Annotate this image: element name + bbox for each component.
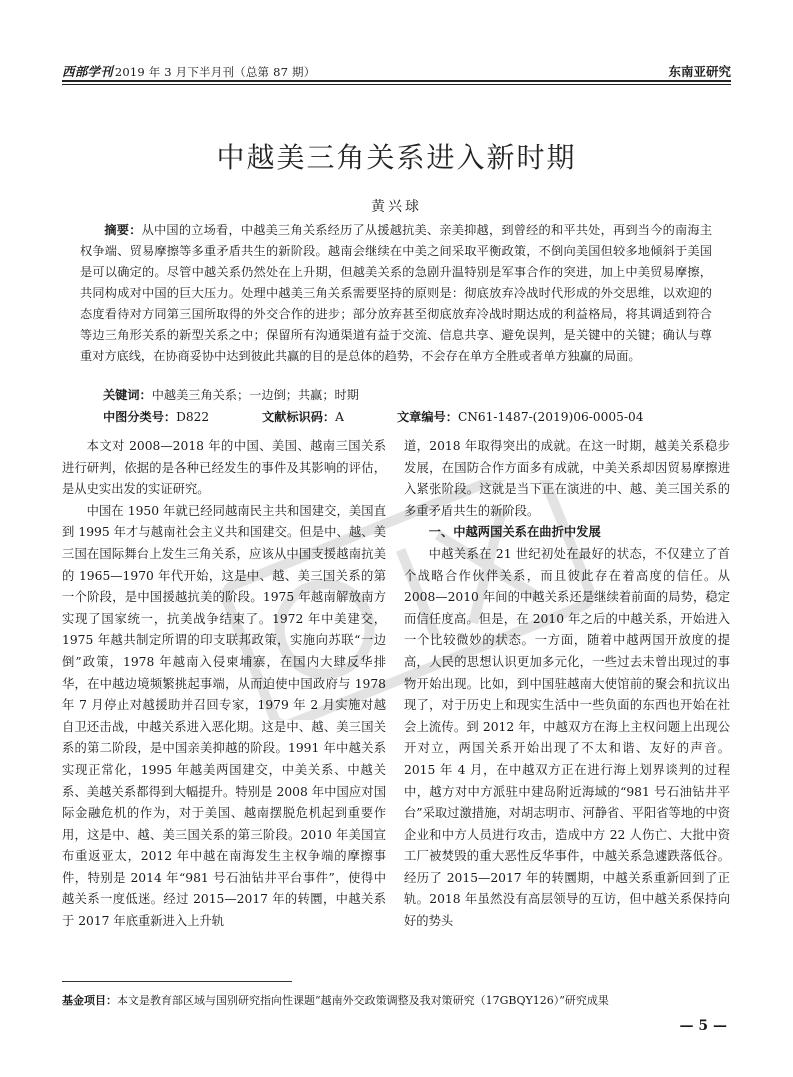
clc-value: D822	[176, 410, 210, 424]
funding-text: 本文是教育部区域与国别研究指向性课题“越南外交政策调整及我对策研究（17GBQY126）”研究成果	[117, 994, 609, 1007]
body-paragraph: 中越关系在 21 世纪初处在最好的状态，不仅建立了首个战略合作伙伴关系，而且彼此存在着高度的信任。从 2008—2010 年间的中越关系还是继续着前面的局势，稳定而信任度高。但是，在 2010 年之后的中越关系，开始进入一个比较微妙的状态。一方面，随着中越两国开放度的提高，人民的思想认识更加多元化，一些过去未曾出现过的事物开始出现。比如，到中国驻越南大使馆前的聚会和抗议出现了，对于历史上和现实生活中一些负面的东西也开始在社会上流传。到 2012 年，中越双方在海上主权问题上出现公开对立，两国关系开始出现了不太和谐、友好的声音。2015 年 4 月，在中越双方正在进行海上划界谈判的过程中，越方对中方派驻中建岛附近海域的“981 号石油钻井平台”采取过激措施，对胡志明市、河静省、平阳省等地的中资企业和中方人员进行攻击，造成中方 22 人伤亡、大批中资工厂被焚毁的重大恶性反华事件，中越关系急遽跌落低谷。经历了 2015—2017 年的转圜期，中越关系重新回到了正轨。2018 年虽然没有高层领导的互访，但中越关系保持向好的势头	[404, 546, 731, 929]
keywords	[103, 386, 359, 403]
body-paragraph: 本文对 2008—2018 年的中国、美国、越南三国关系进行研判，依据的是各种已经发生的事件及其影响的评估，是从史实出发的实证研究。	[62, 439, 386, 497]
article-number	[397, 408, 643, 425]
issue-info: 2019 年 3 月下半月刊（总第 87 期）	[114, 65, 316, 79]
section-name: 东南亚研究	[668, 64, 731, 79]
keywords-text: 中越美三角关系；一边倒；共赢；时期	[151, 388, 359, 402]
keywords-label: 关键词：	[103, 388, 152, 402]
funding-label: 基金项目：	[62, 994, 117, 1007]
author-name: 黄兴球	[371, 199, 422, 215]
clc-number	[103, 408, 209, 425]
article-number-label: 文章编号：	[397, 410, 458, 424]
body-right-column	[404, 436, 730, 933]
document-code	[262, 408, 344, 425]
abstract	[80, 220, 712, 367]
article-title: 中越美三角关系进入新时期	[216, 141, 577, 174]
article-number-value: CN61-1487-(2019)06-0005-04	[457, 410, 644, 424]
abstract-label: 摘要：	[104, 223, 142, 237]
document-code-value: A	[335, 410, 344, 424]
header-rule	[62, 80, 731, 82]
footnote-rule	[62, 981, 292, 982]
body-paragraph: 道，2018 年取得突出的成就。在这一时期，越美关系稳步发展，在国防合作方面多有成就，中美关系却因贸易摩擦进入紧张阶段。这就是当下正在演进的中、越、美三国关系的多重矛盾共生的新阶段。	[404, 439, 730, 518]
running-header	[62, 60, 731, 82]
abstract-text: 从中国的立场看，中越美三角关系经历了从援越抗美、亲美抑越，到曾经的和平共处，再到当今的南海主权争端、贸易摩擦等多重矛盾共生的新阶段。越南会继续在中美之间采取平衡政策，不倒向美国但较多地倾斜于美国是可以确定的。尽管中越关系仍然处在上升期，但越美关系的急剧升温特别是军事合作的突进，加上中美贸易摩擦，共同构成对中国的巨大压力。处理中越美三角关系需要坚持的原则是：彻底放弃冷战时代形成的外交思维，以欢迎的态度看待对方同第三国所取得的外交合作的进步；部分放弃甚至彻底放弃冷战时期达成的利益格局，将其调适到符合等边三角形关系的新型关系之中；保留所有沟通渠道有益于交流、信息共享、避免误判，是关键中的关键；确认与尊重对方底线，在协商妥协中达到彼此共赢的目的是总体的趋势，不会存在单方全胜或者单方独赢的局面。	[80, 223, 713, 363]
body-paragraph: 中国在 1950 年就已经同越南民主共和国建交，美国直到 1995 年才与越南社会主义共和国建交。但是中、越、美三国在国际舞台上发生三角关系，应该从中国支援越南抗美的 1965—1970 年代开始，这是中、越、美三国关系的第一个阶段，是中国援越抗美的阶段。1975 年越南解放南方实现了国家统一，抗美战争结束了。1972 年中美建交，1975 年越共制定所谓的印支联邦政策，实施向苏联“一边倒”政策，1978 年越南入侵柬埔寨，在国内大肆反华排华，在中越边境频繁挑起事端，从而迫使中国政府与 1978 年 7 月停止对越援助并召回专家，1979 年 2 月实施对越自卫还击战，中越关系进入恶化期。这是中、越、美三国关系的第二阶段，是中国亲美抑越的阶段。1991 年中越关系实现正常化，1995 年越美两国建交，中美关系、中越关系、美越关系都得到大幅提升。特别是 2008 年中国应对国际金融危机的作为，对于美国、越南摆脱危机起到重要作用，这是中、越、美三国关系的第三阶段。2010 年美国宣布重返亚太，2012 年中越在南海发生主权争端的摩擦事件，特别是 2014 年“981 号石油钻井平台事件”，使得中越关系一度低迷。经过 2015—2017 年的转圜，中越关系于 2017 年底重新进入上升轨	[62, 503, 386, 929]
section-heading: 一、中越两国关系在曲折中发展	[428, 525, 601, 540]
header-rule-thin	[62, 84, 731, 85]
clc-label: 中图分类号：	[103, 410, 177, 424]
document-code-label: 文献标识码：	[262, 410, 336, 424]
body-left-column	[62, 436, 386, 933]
header-journal-issue	[62, 62, 315, 80]
funding-footnote	[62, 992, 609, 1008]
page-number: — 5 —	[679, 1018, 727, 1034]
journal-name: 西部学刊	[62, 64, 113, 79]
